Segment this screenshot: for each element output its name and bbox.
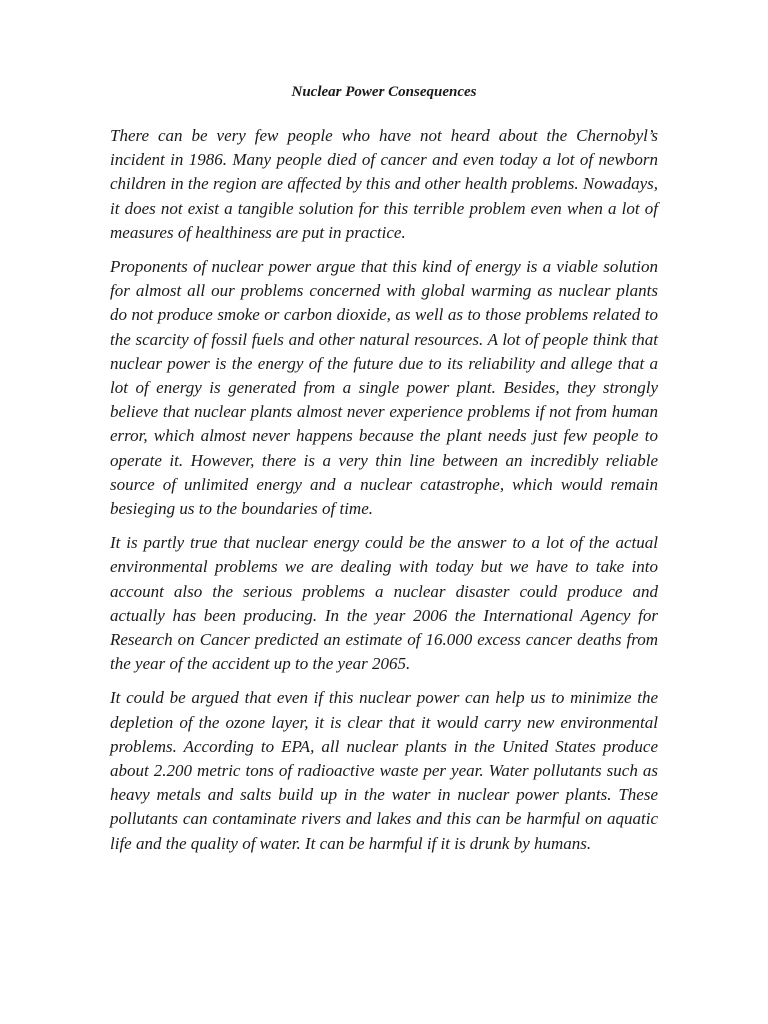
document-title: Nuclear Power Consequences: [291, 84, 477, 100]
document-body: [110, 124, 658, 866]
paragraph-2: Proponents of nuclear power argue that this kind of energy is a viable solution for almost all our problems concerned with global warming as nuclear plants do not produce smoke or carbon dioxide, as well as to those problems related to the scarcity of fossil fuels and other natural resources. A lot of people think that nuclear power is the energy of the future due to its reliability and allege that a lot of energy is generated from a single power plant. Besides, they strongly believe that nuclear plants almost never experience problems if not from human error, which almost never happens because the plant needs just few people to operate it. However, there is a very thin line between an incredibly reliable source of unlimited energy and a nuclear catastrophe, which would remain besieging us to the boundaries of time.: [110, 257, 658, 519]
paragraph-4: It could be argued that even if this nuclear power can help us to minimize the depletion of the ozone layer, it is clear that it would carry new environmental problems. According to EPA, all nuclear plants in the United States produce about 2.200 metric tons of radioactive waste per year. Water pollutants such as heavy metals and salts build up in the water in nuclear power plants. These pollutants can contaminate rivers and lakes and this can be harmful on aquatic life and the quality of water. It can be harmful if it is drunk by humans.: [110, 688, 658, 853]
paragraph-3: It is partly true that nuclear energy could be the answer to a lot of the actual environmental problems we are dealing with today but we have to take into account also the serious problems a nuclear disaster could produce and actually has been producing. In the year 2006 the International Agency for Research on Cancer predicted an estimate of 16.000 excess cancer deaths from the year of the accident up to the year 2065.: [110, 533, 658, 674]
paragraph-1: There can be very few people who have not heard about the Chernobyl’s incident in 1986. Many people died of cancer and even today a lot of newborn children in the region are affected by this and other health problems. Nowadays, it does not exist a tangible solution for this terrible problem even when a lot of measures of healthiness are put in practice.: [110, 126, 658, 242]
